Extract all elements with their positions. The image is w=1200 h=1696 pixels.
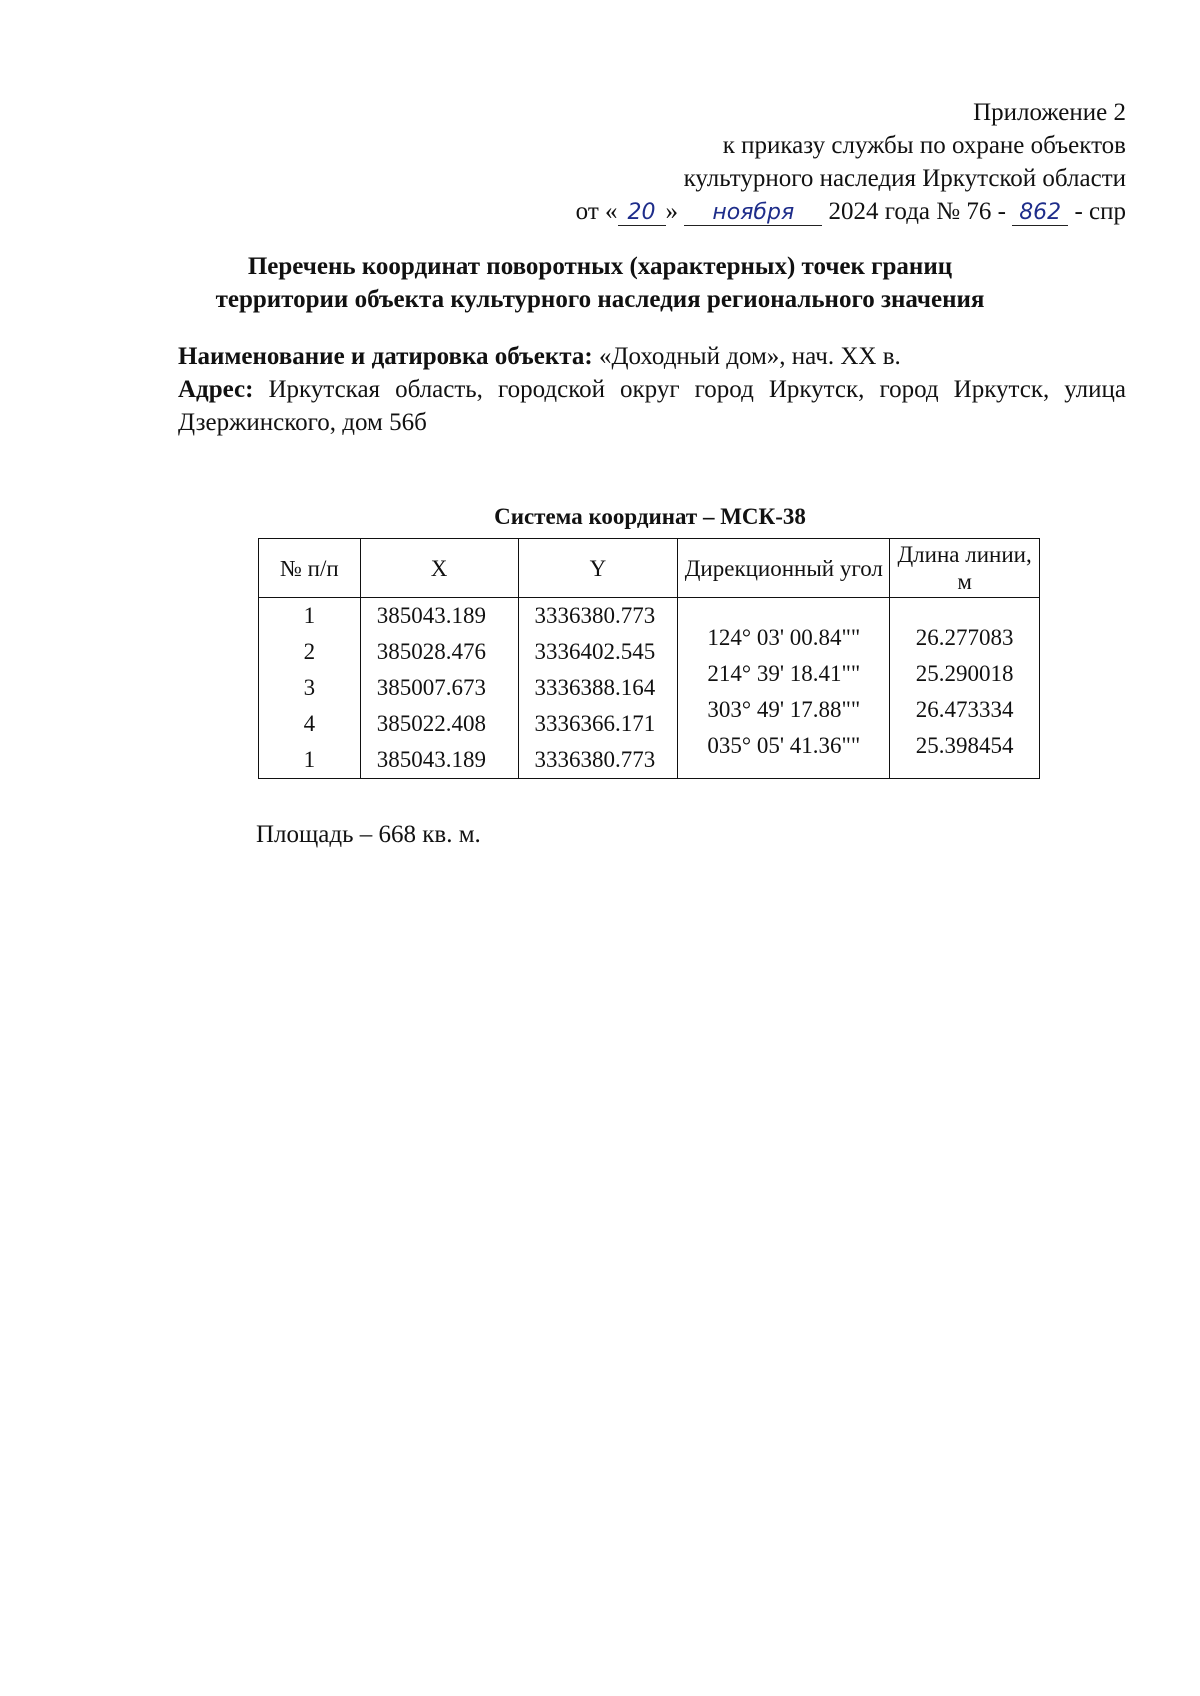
handwritten-day: 20: [618, 201, 666, 226]
handwritten-order-number: 862: [1012, 201, 1068, 226]
segment-angle: 303° 49' 17.88"": [707, 697, 861, 722]
appendix-line-2: к приказу службы по охране объектов: [722, 132, 1126, 159]
segment-length: 25.398454: [915, 733, 1014, 758]
point-x: 385028.476: [376, 639, 486, 664]
object-name-line: [178, 340, 1126, 373]
y-column: [518, 598, 678, 779]
point-y: 3336366.171: [534, 711, 656, 736]
appendix-header: [576, 96, 1126, 228]
object-name-value: «Доходный дом», нач. XX в.: [598, 343, 901, 370]
object-address-value: Иркутская область, городской округ город Иркутск, город Иркутск, улица Дзержинского, дом 56б: [178, 376, 1127, 436]
point-number: 1: [303, 747, 316, 772]
point-y: 3336388.164: [534, 675, 656, 700]
segment-length: 25.290018: [915, 661, 1014, 686]
appendix-line-3: культурного наследия Иркутской области: [683, 165, 1126, 192]
table-caption: Система координат – МСК-38: [494, 504, 806, 529]
segment-length: 26.473334: [915, 697, 1014, 722]
title-line-1: Перечень координат поворотных (характерных) точек границ: [247, 253, 953, 280]
point-x: 385043.189: [376, 603, 486, 628]
point-x: 385022.408: [376, 711, 486, 736]
header-angle: Дирекционный угол: [678, 539, 890, 598]
object-address-label: Адрес:: [178, 376, 254, 403]
header-x: X: [360, 539, 518, 598]
point-number: 1: [303, 603, 316, 628]
point-number: 4: [303, 711, 316, 736]
table-body-row: [259, 598, 1040, 779]
point-x: 385043.189: [376, 747, 486, 772]
point-y: 3336402.545: [534, 639, 656, 664]
area-text: Площадь – 668 кв. м.: [256, 821, 481, 848]
segment-length: 26.277083: [915, 625, 1014, 650]
segment-angle: 214° 39' 18.41"": [707, 661, 861, 686]
coordinates-table: [258, 538, 1040, 779]
appendix-date-line: [576, 195, 1126, 228]
header-length: Длина линии, м: [890, 539, 1040, 598]
point-number: 2: [303, 639, 316, 664]
angle-column: [678, 598, 890, 779]
date-day-close: »: [665, 198, 679, 225]
order-suffix: - спр: [1074, 198, 1126, 225]
x-column: [360, 598, 518, 779]
object-info: [178, 340, 1126, 439]
title-line-2: территории объекта культурного наследия регионального значения: [215, 286, 985, 313]
number-column: [259, 598, 361, 779]
object-address-line: [178, 373, 1126, 439]
date-prefix: от «: [575, 198, 618, 225]
point-y: 3336380.773: [534, 747, 656, 772]
segment-angle: 124° 03' 00.84"": [707, 625, 861, 650]
appendix-line-1: Приложение 2: [973, 99, 1126, 126]
table-header-row: [259, 539, 1040, 598]
segment-angle: 035° 05' 41.36"": [707, 733, 861, 758]
handwritten-month: ноября: [684, 201, 822, 226]
length-column: [890, 598, 1040, 779]
document-title: [60, 250, 1140, 316]
header-y: Y: [518, 539, 678, 598]
point-x: 385007.673: [376, 675, 486, 700]
header-number: № п/п: [259, 539, 361, 598]
point-number: 3: [303, 675, 316, 700]
date-year-text: 2024 года № 76 -: [828, 198, 1006, 225]
point-y: 3336380.773: [534, 603, 656, 628]
object-name-label: Наименование и датировка объекта:: [178, 343, 593, 370]
